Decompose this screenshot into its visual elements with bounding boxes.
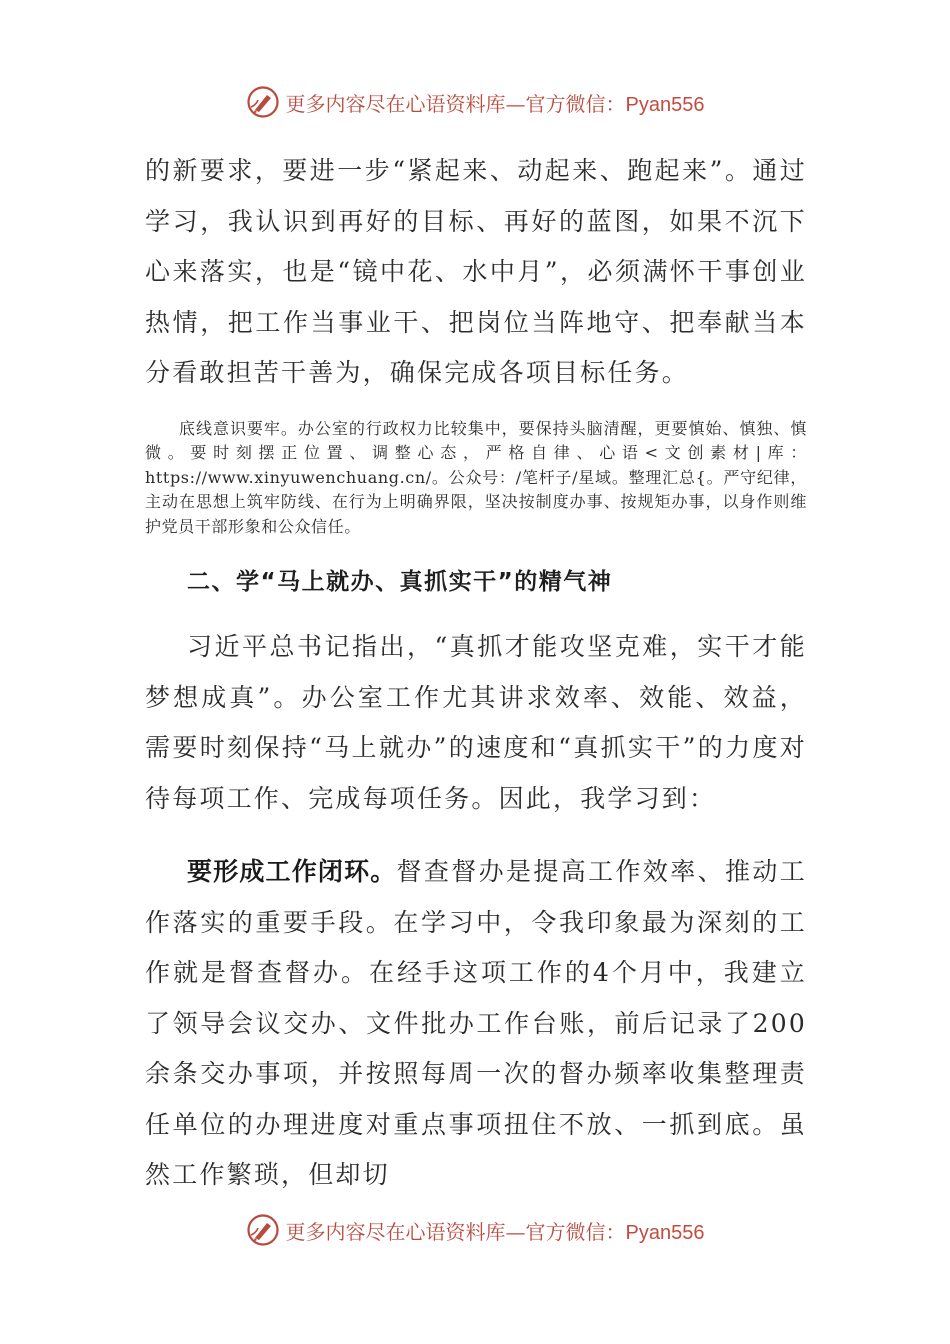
header-watermark — [0, 82, 950, 122]
wechat-id: Pyan556 — [625, 93, 705, 116]
pen-nib-circle-icon — [246, 85, 280, 119]
watermark-text: 更多内容尽在心语资料库—官方微信：Pyan556 — [285, 91, 705, 116]
paragraph-4-text: 督查督办是提高工作效率、推动工作落实的重要手段。在学习中，令我印象最为深刻的工作就是督查督办。在经手这项工作的4个月中，我建立了领导会议交办、文件批办工作台账，前后记录了200余条交办事项，并按照每周一次的督办频率收集整理责任单位的办理进度对重点事项扭住不放、一抓到底。虽然工作繁琐，但却切 — [145, 857, 807, 1189]
paragraph-1: 的新要求，要进一步“紧起来、动起来、跑起来”。通过学习，我认识到再好的目标、再好的蓝图，如果不沉下心来落实，也是“镜中花、水中月”，必须满怀干事创业热情，把工作当事业干、把岗位当阵地守、把奉献当本分看敢担苦干善为，确保完成各项目标任务。 — [145, 156, 807, 387]
paragraph-4 — [145, 847, 807, 1201]
watermark-text: 更多内容尽在心语资料库—官方微信：Pyan556 — [285, 1219, 705, 1244]
pen-nib-circle-icon — [246, 1213, 280, 1247]
paragraph-4-lead: 要形成工作闭环。 — [187, 857, 397, 886]
wechat-id: Pyan556 — [625, 1221, 705, 1244]
document-body — [145, 146, 807, 1201]
paragraph-2: 底线意识要牢。办公室的行政权力比较集中，要保持头脑清醒，更要慎始、慎独、慎微。要时刻摆正位置、调整心态，严格自律、心语<文创素材|库：https://www.xinyuwenchuang.cn/。公众号：/笔杆子/星域。整理汇总{。严守纪律，主动在思想上筑牢防线、在行为上明确界限，坚决按制度办事、按规矩办事，以身作则维护党员干部形象和公众信任。 — [145, 418, 807, 536]
paragraph-3: 习近平总书记指出，“真抓才能攻坚克难，实干才能梦想成真”。办公室工作尤其讲求效率、效能、效益，需要时刻保持“马上就办”的速度和“真抓实干”的力度对待每项工作、完成每项任务。因此，我学习到： — [145, 632, 807, 813]
section-heading-2: 二、学“马上就办、真抓实干”的精气神 — [187, 569, 613, 595]
footer-watermark — [0, 1210, 950, 1250]
